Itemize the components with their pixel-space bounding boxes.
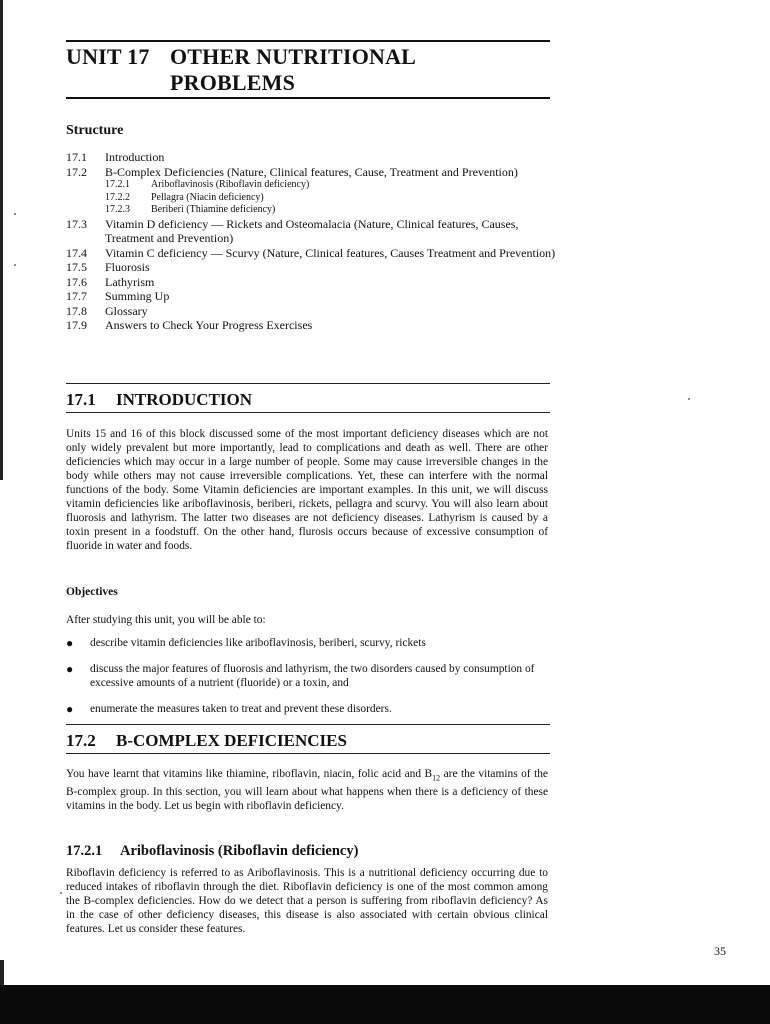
bullet-icon: ● (66, 636, 74, 650)
toc-subtitle: Beriberi (Thiamine deficiency) (151, 204, 276, 215)
toc-title: Summing Up (105, 289, 170, 303)
ariboflavinosis-paragraph: Riboflavin deficiency is referred to as Ariboflavinosis. This is a nutritional deficiency occurring due to reduced intakes of riboflavin through the diet. Riboflavin deficiency is one of the most common among the B-complex deficiencies. How do we detect that a person is suffering from riboflavin deficiency? As in the case of other deficiency diseases, this disease is also associated with certain obvious clinical features. Let us consider these features. (66, 867, 548, 935)
toc-subnumber: 17.2.1 (105, 179, 130, 190)
section-heading-introduction (66, 390, 252, 410)
toc-number: 17.8 (66, 303, 87, 318)
toc-number: 17.2 (66, 164, 87, 179)
toc-number: 17.9 (66, 318, 87, 332)
subsection-title: Ariboflavinosis (Riboflavin deficiency) (120, 843, 359, 859)
objective-text: describe vitamin deficiencies like ariboflavinosis, beriberi, scurvy, rickets (90, 637, 426, 649)
page-number: 35 (714, 944, 726, 958)
scan-speck (60, 892, 62, 894)
toc-title: Vitamin C deficiency — Scurvy (Nature, Clinical features, Causes Treatment and Prevention) (105, 245, 556, 260)
toc-title: B-Complex Deficiencies (Nature, Clinical features, Cause, Treatment and Prevention) (105, 164, 518, 179)
subscript: 12 (432, 773, 441, 783)
toc-subtitle: Ariboflavinosis (Riboflavin deficiency) (151, 179, 310, 190)
toc-item (66, 318, 556, 333)
subsection-number: 17.2.1 (66, 843, 103, 859)
toc-title: Answers to Check Your Progress Exercises (105, 318, 313, 332)
toc-item (66, 165, 556, 180)
section-number: 17.1 (66, 390, 96, 409)
section-heading-b-complex (66, 731, 347, 751)
toc-number: 17.5 (66, 260, 87, 274)
unit-number: UNIT 17 (66, 44, 150, 69)
scan-bottom-band (0, 985, 770, 1024)
objective-bullet (66, 636, 548, 650)
toc-subnumber: 17.2.3 (105, 204, 130, 215)
objectives-heading: Objectives (66, 586, 118, 598)
toc-subtitle: Pellagra (Niacin deficiency) (151, 191, 264, 203)
toc-item (66, 217, 556, 246)
objective-bullet (66, 702, 548, 716)
bullet-icon: ● (66, 702, 74, 716)
toc-item (66, 275, 556, 290)
bullet-icon: ● (66, 662, 74, 676)
unit-title-line2: PROBLEMS (170, 70, 296, 95)
unit-title (66, 44, 550, 96)
toc-subitem (66, 204, 556, 217)
toc-item (66, 260, 556, 275)
scan-edge (0, 0, 3, 480)
paragraph-text: are the vitamins of the B-complex group. In this section, you will learn about what happens when there is a deficiency of these vitamins in the body. Let us begin with riboflavin deficiency. (66, 768, 548, 813)
subsection-heading-ariboflavinosis (66, 843, 358, 860)
paragraph-text: You have learnt that vitamins like thiamine, riboflavin, niacin, folic acid and B (66, 768, 433, 780)
toc-item (66, 150, 556, 165)
objective-text: discuss the major features of fluorosis and lathyrism, the two disorders caused by consumption of excessive amounts of a nutrient (fluoride) or a toxin, and (90, 663, 535, 689)
section-number: 17.2 (66, 731, 96, 750)
scan-speck (14, 264, 16, 266)
toc-number: 17.6 (66, 274, 87, 289)
section-rule (66, 412, 550, 413)
toc-title: Glossary (105, 303, 148, 318)
title-rule (66, 97, 550, 99)
section-rule (66, 724, 550, 725)
section-rule (66, 753, 550, 754)
toc-number: 17.1 (66, 150, 87, 164)
scan-speck (14, 213, 16, 215)
b-complex-paragraph (66, 767, 548, 813)
toc-number: 17.7 (66, 289, 87, 303)
toc-title: Fluorosis (105, 260, 150, 274)
intro-paragraph: Units 15 and 16 of this block discussed some of the most important deficiency diseases which are not only widely prevalent but more importantly, lead to complications and death as well. There are other deficiencies which may occur in a large number of people. Some may cause irreversible changes in the body while others may not cause irreversible complications. Yet, these can interfere with the normal functions of the body. Some Vitamin deficiencies are important examples. In this unit, we will discuss vitamin deficiencies like ariboflavinosis, beriberi, rickets, pellagra and scurvy. You will also learn about fluorosis and lathyrism. The latter two diseases are not deficiency diseases. Lathyrism is caused by a toxin present in a foodstuff. On the other hand, flurosis occurs because of excessive consumption of fluoride in water and foods. (66, 428, 548, 552)
objective-bullet (66, 662, 548, 690)
toc-item (66, 289, 556, 304)
scan-speck (688, 398, 690, 400)
toc-item (66, 304, 556, 319)
section-rule (66, 383, 550, 384)
structure-heading: Structure (66, 123, 124, 138)
toc-title: Vitamin D deficiency — Rickets and Osteomalacia (Nature, Clinical features, Causes, Treatment and Prevention) (105, 216, 519, 245)
table-of-contents (66, 150, 556, 333)
toc-title: Introduction (105, 150, 165, 164)
top-rule (66, 40, 550, 42)
toc-subitem (66, 179, 556, 192)
toc-subitem (66, 192, 556, 205)
section-title: INTRODUCTION (116, 390, 253, 409)
toc-number: 17.3 (66, 216, 87, 231)
unit-title-line1: OTHER NUTRITIONAL (170, 44, 417, 69)
toc-subnumber: 17.2.2 (105, 191, 130, 203)
objective-text: enumerate the measures taken to treat and prevent these disorders. (90, 703, 392, 715)
section-title: B-COMPLEX DEFICIENCIES (116, 731, 347, 750)
toc-item (66, 246, 556, 261)
objectives-lead: After studying this unit, you will be able to: (66, 614, 266, 626)
toc-title: Lathyrism (105, 274, 155, 289)
toc-number: 17.4 (66, 245, 87, 260)
